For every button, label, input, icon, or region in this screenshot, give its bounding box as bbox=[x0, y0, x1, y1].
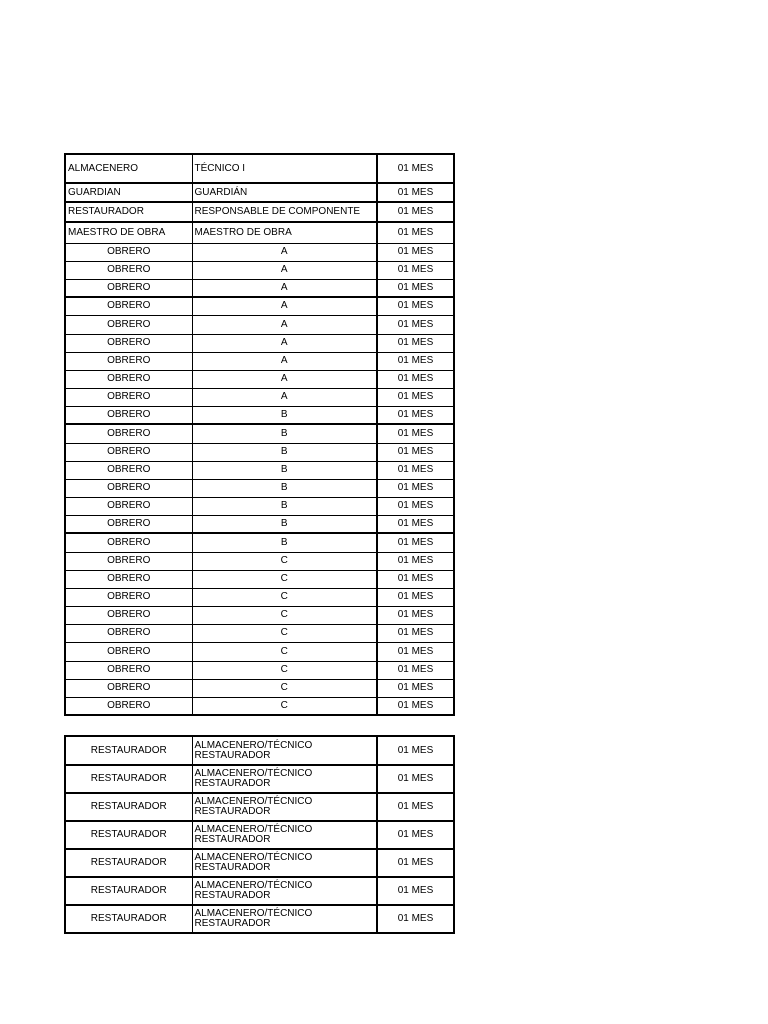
cargo-cell: GUARDIAN bbox=[65, 183, 192, 202]
cargo-cell: OBRERO bbox=[65, 588, 192, 606]
cargo-cell: ALMACENERO bbox=[65, 154, 192, 183]
table-row bbox=[65, 736, 454, 765]
categoria-cell: GUARDIÁN bbox=[192, 183, 377, 202]
cargo-cell: OBRERO bbox=[65, 334, 192, 352]
categoria-cell: C bbox=[192, 570, 377, 588]
periodo-cell: 01 MES bbox=[377, 370, 454, 388]
table-row bbox=[65, 261, 454, 279]
table-row bbox=[65, 183, 454, 202]
categoria-line-1: ALMACENERO/TÉCNICO bbox=[194, 852, 313, 863]
periodo-cell: 01 MES bbox=[377, 533, 454, 552]
categoria-cell: A bbox=[192, 261, 377, 279]
periodo-cell: 01 MES bbox=[377, 793, 454, 821]
categoria-cell: B bbox=[192, 424, 377, 443]
cargo-cell: OBRERO bbox=[65, 315, 192, 334]
categoria-cell: C bbox=[192, 661, 377, 679]
personnel-table-restauradores bbox=[64, 735, 455, 934]
categoria-cell bbox=[192, 821, 377, 849]
periodo-cell: 01 MES bbox=[377, 515, 454, 533]
cargo-cell: OBRERO bbox=[65, 515, 192, 533]
periodo-cell: 01 MES bbox=[377, 154, 454, 183]
table-row bbox=[65, 552, 454, 570]
cargo-cell: OBRERO bbox=[65, 642, 192, 661]
cargo-cell: OBRERO bbox=[65, 243, 192, 261]
cargo-cell: OBRERO bbox=[65, 388, 192, 406]
periodo-cell: 01 MES bbox=[377, 765, 454, 793]
categoria-line-2: RESTAURADOR bbox=[194, 918, 271, 929]
cargo-cell: OBRERO bbox=[65, 370, 192, 388]
cargo-cell: OBRERO bbox=[65, 552, 192, 570]
periodo-cell: 01 MES bbox=[377, 222, 454, 243]
categoria-cell: TÉCNICO I bbox=[192, 154, 377, 183]
cargo-cell: OBRERO bbox=[65, 697, 192, 715]
categoria-cell: C bbox=[192, 606, 377, 624]
table-row bbox=[65, 202, 454, 222]
categoria-cell: B bbox=[192, 443, 377, 461]
periodo-cell: 01 MES bbox=[377, 388, 454, 406]
cargo-cell: RESTAURADOR bbox=[65, 793, 192, 821]
table-row bbox=[65, 821, 454, 849]
periodo-cell: 01 MES bbox=[377, 624, 454, 642]
categoria-line-1: ALMACENERO/TÉCNICO bbox=[194, 796, 313, 807]
table-row bbox=[65, 624, 454, 642]
cargo-cell: OBRERO bbox=[65, 661, 192, 679]
periodo-cell: 01 MES bbox=[377, 552, 454, 570]
periodo-cell: 01 MES bbox=[377, 183, 454, 202]
table-row bbox=[65, 793, 454, 821]
periodo-cell: 01 MES bbox=[377, 479, 454, 497]
categoria-line-2: RESTAURADOR bbox=[194, 749, 271, 761]
categoria-line-1: ALMACENERO/TÉCNICO bbox=[194, 739, 313, 751]
table-row bbox=[65, 765, 454, 793]
categoria-line-2: RESTAURADOR bbox=[194, 834, 271, 845]
categoria-cell: A bbox=[192, 315, 377, 334]
categoria-cell: C bbox=[192, 552, 377, 570]
periodo-cell: 01 MES bbox=[377, 570, 454, 588]
table-row bbox=[65, 443, 454, 461]
personnel-table-main-body bbox=[65, 154, 454, 715]
categoria-cell: B bbox=[192, 533, 377, 552]
periodo-cell: 01 MES bbox=[377, 424, 454, 443]
categoria-cell: A bbox=[192, 370, 377, 388]
categoria-cell: A bbox=[192, 352, 377, 370]
table-row bbox=[65, 497, 454, 515]
table-row bbox=[65, 570, 454, 588]
cargo-cell: MAESTRO DE OBRA bbox=[65, 222, 192, 243]
categoria-cell bbox=[192, 905, 377, 933]
categoria-cell: C bbox=[192, 642, 377, 661]
cargo-cell: OBRERO bbox=[65, 679, 192, 697]
periodo-cell: 01 MES bbox=[377, 679, 454, 697]
categoria-cell: C bbox=[192, 679, 377, 697]
cargo-cell: OBRERO bbox=[65, 261, 192, 279]
cargo-cell: OBRERO bbox=[65, 479, 192, 497]
table-row bbox=[65, 679, 454, 697]
periodo-cell: 01 MES bbox=[377, 821, 454, 849]
table-row bbox=[65, 352, 454, 370]
table-row bbox=[65, 606, 454, 624]
categoria-cell: A bbox=[192, 243, 377, 261]
table-row bbox=[65, 642, 454, 661]
categoria-cell: C bbox=[192, 588, 377, 606]
categoria-cell: MAESTRO DE OBRA bbox=[192, 222, 377, 243]
table-row bbox=[65, 243, 454, 261]
categoria-line-2: RESTAURADOR bbox=[194, 806, 271, 817]
categoria-cell: RESPONSABLE DE COMPONENTE bbox=[192, 202, 377, 222]
cargo-cell: RESTAURADOR bbox=[65, 202, 192, 222]
categoria-cell: A bbox=[192, 297, 377, 315]
cargo-cell: OBRERO bbox=[65, 461, 192, 479]
table-row bbox=[65, 334, 454, 352]
categoria-line-1: ALMACENERO/TÉCNICO bbox=[194, 768, 313, 779]
periodo-cell: 01 MES bbox=[377, 461, 454, 479]
table-row bbox=[65, 461, 454, 479]
personnel-table-restauradores-body bbox=[65, 736, 454, 933]
cargo-cell: OBRERO bbox=[65, 352, 192, 370]
periodo-cell: 01 MES bbox=[377, 202, 454, 222]
periodo-cell: 01 MES bbox=[377, 297, 454, 315]
cargo-cell: RESTAURADOR bbox=[65, 736, 192, 765]
cargo-cell: OBRERO bbox=[65, 497, 192, 515]
categoria-cell: A bbox=[192, 334, 377, 352]
table-row bbox=[65, 588, 454, 606]
categoria-cell: C bbox=[192, 697, 377, 715]
categoria-cell bbox=[192, 877, 377, 905]
table-row bbox=[65, 406, 454, 424]
table-row bbox=[65, 222, 454, 243]
periodo-cell: 01 MES bbox=[377, 497, 454, 515]
table-row bbox=[65, 315, 454, 334]
periodo-cell: 01 MES bbox=[377, 315, 454, 334]
periodo-cell: 01 MES bbox=[377, 334, 454, 352]
categoria-cell: B bbox=[192, 515, 377, 533]
categoria-line-1: ALMACENERO/TÉCNICO bbox=[194, 880, 313, 891]
cargo-cell: OBRERO bbox=[65, 279, 192, 297]
cargo-cell: OBRERO bbox=[65, 533, 192, 552]
categoria-cell: B bbox=[192, 406, 377, 424]
periodo-cell: 01 MES bbox=[377, 352, 454, 370]
cargo-cell: RESTAURADOR bbox=[65, 877, 192, 905]
categoria-cell: B bbox=[192, 479, 377, 497]
cargo-cell: RESTAURADOR bbox=[65, 765, 192, 793]
categoria-cell: A bbox=[192, 279, 377, 297]
categoria-cell bbox=[192, 765, 377, 793]
table-row bbox=[65, 370, 454, 388]
cargo-cell: RESTAURADOR bbox=[65, 821, 192, 849]
table-row bbox=[65, 877, 454, 905]
table-row bbox=[65, 661, 454, 679]
categoria-cell bbox=[192, 849, 377, 877]
periodo-cell: 01 MES bbox=[377, 261, 454, 279]
categoria-cell: B bbox=[192, 461, 377, 479]
periodo-cell: 01 MES bbox=[377, 243, 454, 261]
table-row bbox=[65, 479, 454, 497]
categoria-line-1: ALMACENERO/TÉCNICO bbox=[194, 824, 313, 835]
periodo-cell: 01 MES bbox=[377, 642, 454, 661]
cargo-cell: OBRERO bbox=[65, 406, 192, 424]
table-row bbox=[65, 388, 454, 406]
periodo-cell: 01 MES bbox=[377, 279, 454, 297]
periodo-cell: 01 MES bbox=[377, 588, 454, 606]
categoria-line-2: RESTAURADOR bbox=[194, 890, 271, 901]
periodo-cell: 01 MES bbox=[377, 661, 454, 679]
cargo-cell: OBRERO bbox=[65, 424, 192, 443]
categoria-cell: C bbox=[192, 624, 377, 642]
periodo-cell: 01 MES bbox=[377, 606, 454, 624]
categoria-cell: B bbox=[192, 497, 377, 515]
categoria-line-1: ALMACENERO/TÉCNICO bbox=[194, 908, 313, 919]
cargo-cell: RESTAURADOR bbox=[65, 905, 192, 933]
periodo-cell: 01 MES bbox=[377, 406, 454, 424]
table-row bbox=[65, 424, 454, 443]
categoria-line-2: RESTAURADOR bbox=[194, 862, 271, 873]
categoria-line-2: RESTAURADOR bbox=[194, 778, 271, 789]
periodo-cell: 01 MES bbox=[377, 736, 454, 765]
cargo-cell: OBRERO bbox=[65, 624, 192, 642]
cargo-cell: OBRERO bbox=[65, 297, 192, 315]
periodo-cell: 01 MES bbox=[377, 905, 454, 933]
table-row bbox=[65, 515, 454, 533]
categoria-cell: A bbox=[192, 388, 377, 406]
cargo-cell: OBRERO bbox=[65, 606, 192, 624]
periodo-cell: 01 MES bbox=[377, 849, 454, 877]
periodo-cell: 01 MES bbox=[377, 697, 454, 715]
cargo-cell: OBRERO bbox=[65, 443, 192, 461]
cargo-cell: RESTAURADOR bbox=[65, 849, 192, 877]
categoria-cell bbox=[192, 736, 377, 765]
cargo-cell: OBRERO bbox=[65, 570, 192, 588]
periodo-cell: 01 MES bbox=[377, 877, 454, 905]
table-row bbox=[65, 905, 454, 933]
table-row bbox=[65, 533, 454, 552]
table-row bbox=[65, 279, 454, 297]
table-row bbox=[65, 697, 454, 715]
table-row bbox=[65, 297, 454, 315]
table-row bbox=[65, 849, 454, 877]
personnel-table-main bbox=[64, 153, 455, 716]
periodo-cell: 01 MES bbox=[377, 443, 454, 461]
categoria-cell bbox=[192, 793, 377, 821]
table-row bbox=[65, 154, 454, 183]
